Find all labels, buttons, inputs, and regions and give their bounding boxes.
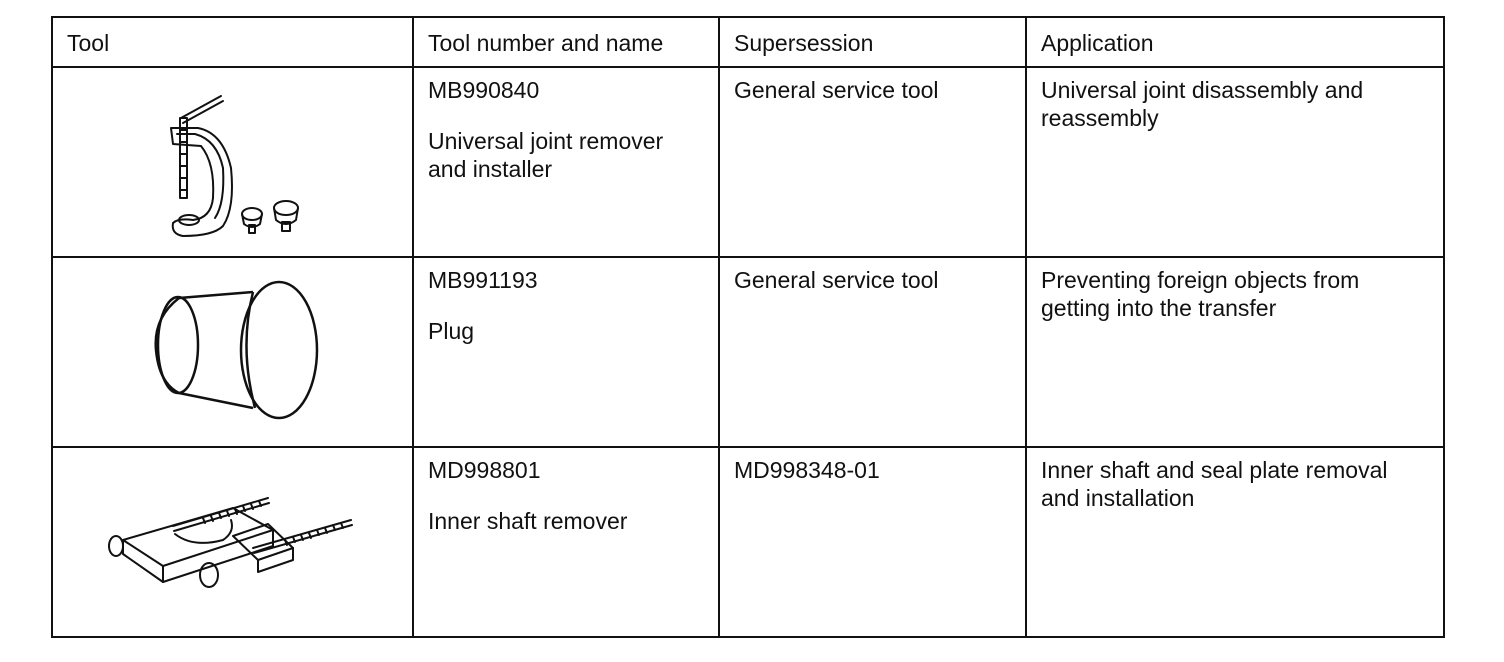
tool-number: MB990840 <box>428 77 540 103</box>
c-clamp-with-adapters-icon <box>53 68 412 258</box>
supersession-cell: General service tool <box>719 67 1026 257</box>
supersession-cell: General service tool <box>719 257 1026 447</box>
tool-number: MB991193 <box>428 267 538 293</box>
application-cell: Universal joint disassembly and reassembly <box>1026 67 1444 257</box>
tool-image-cell <box>52 257 413 447</box>
header-tool: Tool <box>52 17 413 67</box>
header-tool-number-and-name: Tool number and name <box>413 17 719 67</box>
tool-image-cell <box>52 447 413 637</box>
header-supersession: Supersession <box>719 17 1026 67</box>
application-cell: Inner shaft and seal plate removal and installation <box>1026 447 1444 637</box>
tool-image-cell <box>52 67 413 257</box>
supersession-cell: MD998348-01 <box>719 447 1026 637</box>
tool-number: MD998801 <box>428 457 541 483</box>
tool-name: Inner shaft remover <box>428 508 628 534</box>
tool-number-and-name-cell <box>413 447 719 637</box>
table-row <box>52 67 1444 257</box>
application-cell: Preventing foreign objects from getting into the transfer <box>1026 257 1444 447</box>
shaft-remover-icon <box>53 448 412 638</box>
tool-number-and-name-cell <box>413 67 719 257</box>
special-tools-table <box>51 16 1445 638</box>
table-row <box>52 447 1444 637</box>
plug-icon <box>53 258 412 448</box>
table-row <box>52 257 1444 447</box>
header-application: Application <box>1026 17 1444 67</box>
tool-name: Plug <box>428 318 475 344</box>
tool-name: Universal joint remover and installer <box>428 128 664 182</box>
tool-number-and-name-cell <box>413 257 719 447</box>
header-row <box>52 17 1444 67</box>
